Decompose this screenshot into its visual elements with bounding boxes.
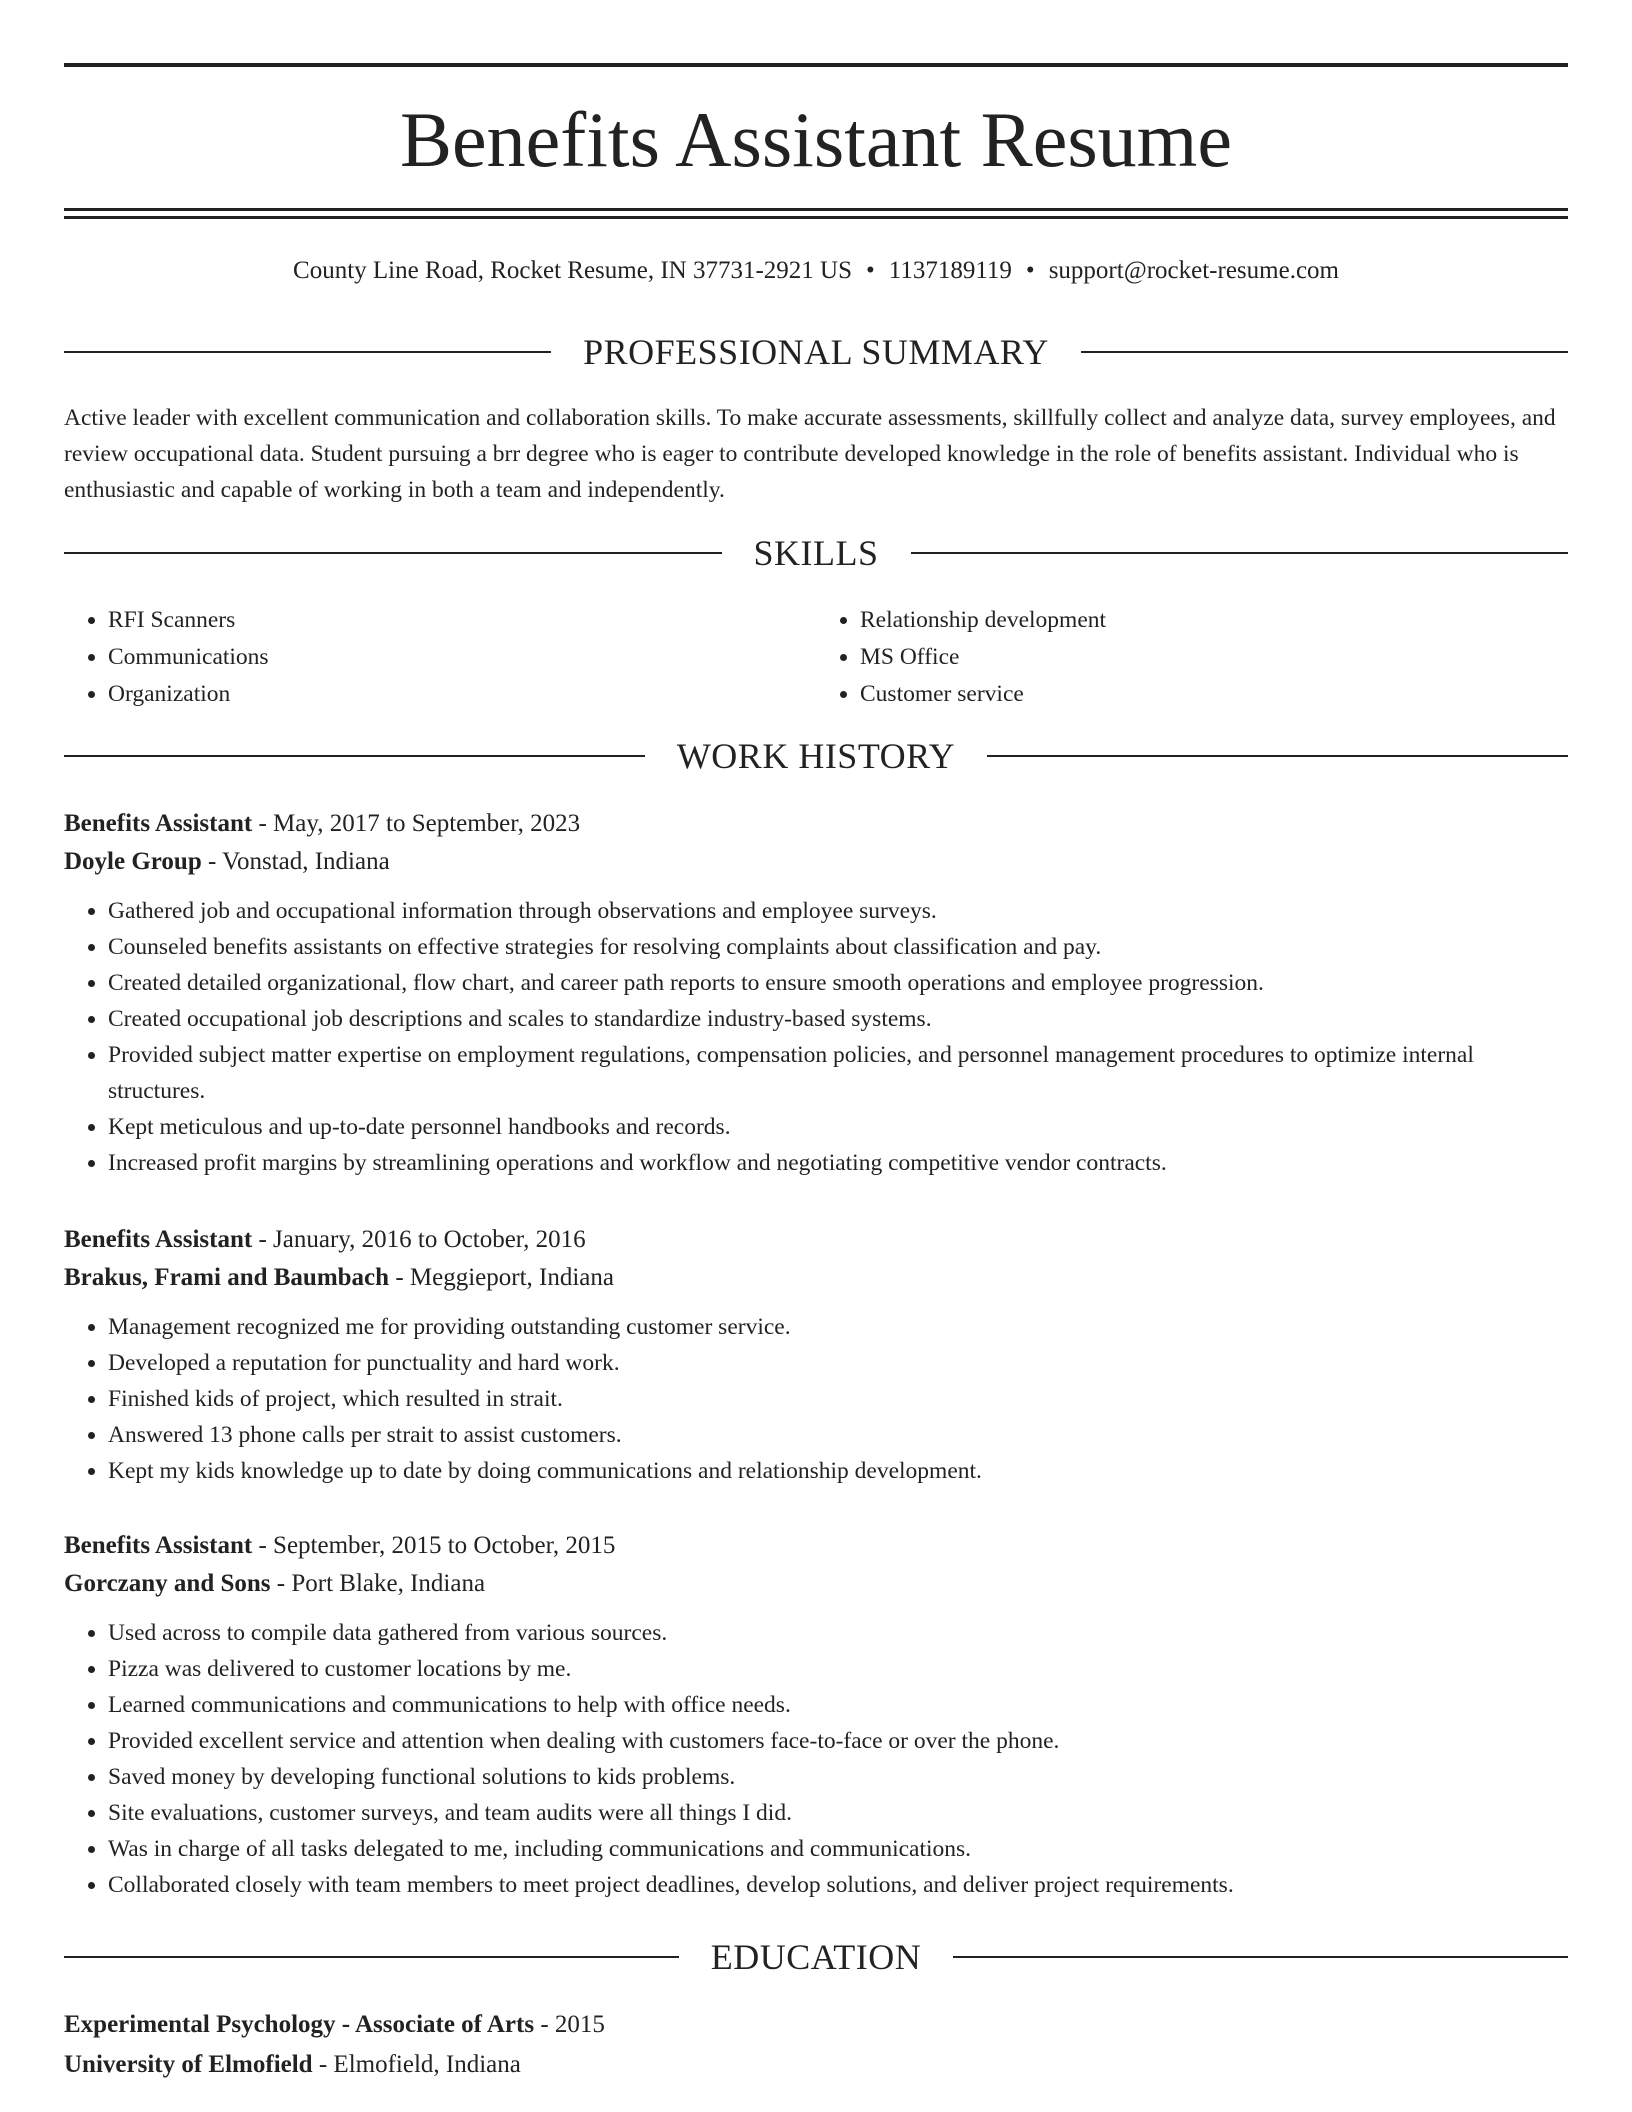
section-header-education — [64, 1935, 1568, 1979]
divider-line — [64, 351, 551, 353]
job-dates: - September, 2015 to October, 2015 — [252, 1532, 616, 1559]
job-company-line — [64, 1565, 1568, 1603]
divider-line — [64, 552, 722, 554]
contact-email: support@rocket-resume.com — [1048, 257, 1339, 284]
job-title-line — [64, 1221, 1568, 1259]
job-title: Benefits Assistant — [64, 1226, 253, 1253]
education-school-line — [64, 2045, 1568, 2085]
job-bullet: • Pizza was delivered to customer locations by me. — [108, 1651, 1568, 1687]
job-bullet: • Kept my kids knowledge up to date by doing communications and relationship development. — [108, 1453, 1568, 1489]
job-location: - Meggieport, Indiana — [389, 1264, 614, 1291]
job-bullets — [64, 1309, 1568, 1489]
job-bullet: • Provided excellent service and attention when dealing with customers face-to-face or over the phone. — [108, 1723, 1568, 1759]
job-dates: - May, 2017 to September, 2023 — [252, 810, 581, 837]
job-bullet: • Created detailed organizational, flow chart, and career path reports to ensure smooth operations and employee progression. — [108, 965, 1568, 1001]
job-bullet: • Site evaluations, customer surveys, and team audits were all things I did. — [108, 1795, 1568, 1831]
job-bullet: • Finished kids of project, which resulted in strait. — [108, 1381, 1568, 1417]
top-rule — [64, 63, 1568, 67]
job-bullet: • Increased profit margins by streamlining operations and workflow and negotiating competitive vendor contracts. — [108, 1145, 1568, 1181]
skills-column-right — [816, 602, 1568, 713]
divider-line — [64, 755, 645, 757]
job-location: - Port Blake, Indiana — [270, 1570, 486, 1597]
skill-item: • Relationship development — [860, 602, 1568, 639]
job-bullet: • Kept meticulous and up-to-date personnel handbooks and records. — [108, 1109, 1568, 1145]
job-company: Doyle Group — [64, 848, 202, 875]
divider-line — [64, 1956, 679, 1958]
job-title-line — [64, 1527, 1568, 1565]
education-degree: Experimental Psychology - Associate of Arts — [64, 2011, 535, 2038]
education-location: - Elmofield, Indiana — [312, 2051, 521, 2078]
title-rule-upper — [64, 208, 1568, 211]
skill-item: • MS Office — [860, 639, 1568, 676]
job-bullet: • Learned communications and communications to help with office needs. — [108, 1687, 1568, 1723]
job-bullet: • Used across to compile data gathered from various sources. — [108, 1615, 1568, 1651]
section-title-summary: PROFESSIONAL SUMMARY — [583, 332, 1049, 372]
divider-line — [987, 755, 1568, 757]
job-title: Benefits Assistant — [64, 810, 253, 837]
job-company-line — [64, 1259, 1568, 1297]
job-location: - Vonstad, Indiana — [201, 848, 390, 875]
contact-separator: • — [1025, 257, 1035, 284]
skill-item: • Organization — [108, 676, 816, 713]
job-bullet: • Saved money by developing functional solutions to kids problems. — [108, 1759, 1568, 1795]
summary-text: Active leader with excellent communication and collaboration skills. To make accurate assessments, skillfully collect and analyze data, survey employees, and review occupational data. Student pursuing a brr degree who is eager to contribute developed knowledge in the role of benefits assistant. Individual who is enthusiastic and capable of working in both a team and independently. — [64, 405, 1556, 503]
job-dates: - January, 2016 to October, 2016 — [252, 1226, 586, 1253]
education-degree-line — [64, 2005, 1568, 2045]
job-company: Brakus, Frami and Baumbach — [64, 1264, 390, 1291]
contact-phone: 1137189119 — [888, 257, 1012, 284]
divider-line — [953, 1956, 1568, 1958]
job-bullet: • Created occupational job descriptions and scales to standardize industry-based systems. — [108, 1001, 1568, 1037]
section-title-education: EDUCATION — [710, 1937, 922, 1977]
job-bullet: • Answered 13 phone calls per strait to assist customers. — [108, 1417, 1568, 1453]
section-header-work — [64, 734, 1568, 778]
skills-list — [64, 602, 1568, 713]
divider-line — [1081, 351, 1568, 353]
job-entry — [64, 1527, 1568, 1903]
skill-item: • RFI Scanners — [108, 602, 816, 639]
contact-line — [64, 255, 1568, 287]
job-company: Gorczany and Sons — [64, 1570, 271, 1597]
job-bullets — [64, 1615, 1568, 1903]
education-year: - 2015 — [534, 2011, 605, 2038]
skills-column-left — [64, 602, 816, 713]
education-entry — [64, 2005, 1568, 2085]
job-bullet: • Gathered job and occupational information through observations and employee surveys. — [108, 893, 1568, 929]
contact-address: County Line Road, Rocket Resume, IN 37731-2921 US — [293, 257, 852, 284]
contact-separator: • — [866, 257, 875, 284]
education-school: University of Elmofield — [64, 2051, 313, 2078]
section-title-skills: SKILLS — [753, 533, 879, 573]
title-rule-lower — [64, 216, 1568, 219]
skill-item: • Customer service — [860, 676, 1568, 713]
divider-line — [911, 552, 1569, 554]
job-entry — [64, 805, 1568, 1181]
job-entry — [64, 1221, 1568, 1489]
section-header-summary — [64, 330, 1568, 374]
job-bullet: • Counseled benefits assistants on effective strategies for resolving complaints about classification and pay. — [108, 929, 1568, 965]
section-header-skills — [64, 531, 1568, 575]
job-title: Benefits Assistant — [64, 1532, 253, 1559]
section-title-work: WORK HISTORY — [676, 736, 956, 776]
skill-item: • Communications — [108, 639, 816, 676]
job-bullet: • Collaborated closely with team members to meet project deadlines, develop solutions, and deliver project requirements. — [108, 1867, 1568, 1903]
job-bullet: • Management recognized me for providing outstanding customer service. — [108, 1309, 1568, 1345]
page-title: Benefits Assistant Resume — [400, 96, 1232, 183]
job-bullet: • Developed a reputation for punctuality and hard work. — [108, 1345, 1568, 1381]
job-title-line — [64, 805, 1568, 843]
job-bullet: • Provided subject matter expertise on employment regulations, compensation policies, and personnel management procedures to optimize internal structures. — [108, 1037, 1568, 1109]
job-bullet: • Was in charge of all tasks delegated to me, including communications and communications. — [108, 1831, 1568, 1867]
job-bullets — [64, 893, 1568, 1181]
job-company-line — [64, 843, 1568, 881]
